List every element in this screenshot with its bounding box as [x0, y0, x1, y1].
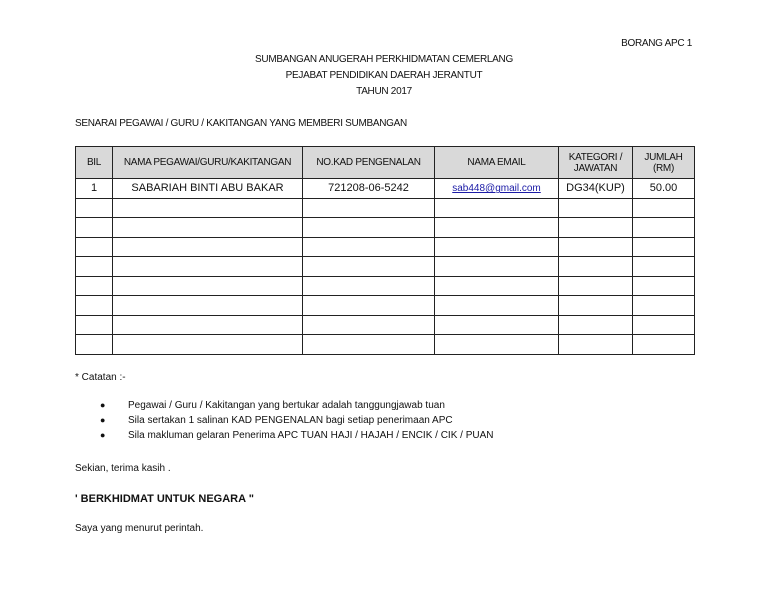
table-cell-bil	[76, 315, 113, 335]
table-cell-email	[435, 198, 559, 218]
list-item	[100, 413, 494, 428]
note-text: Pegawai / Guru / Kakitangan yang bertukar adalah tanggungjawab tuan	[128, 400, 445, 411]
table-cell-category	[559, 335, 633, 355]
table-row	[76, 179, 695, 199]
table-cell-category	[559, 257, 633, 277]
table-cell-amount	[633, 218, 695, 238]
table-cell-category	[559, 237, 633, 257]
table-cell-category	[559, 276, 633, 296]
table-cell-amount	[633, 237, 695, 257]
table-row	[76, 315, 695, 335]
table-cell-email	[435, 315, 559, 335]
list-item	[100, 428, 494, 443]
closing-text: Sekian, terima kasih .	[75, 463, 171, 474]
table-cell-ic	[303, 315, 435, 335]
table-cell-email	[435, 237, 559, 257]
table-cell-ic	[303, 218, 435, 238]
table-cell-amount: 50.00	[633, 179, 695, 199]
column-header-name: NAMA PEGAWAI/GURU/KAKITANGAN	[113, 147, 303, 179]
table-header-row	[76, 147, 695, 179]
table-cell-amount	[633, 257, 695, 277]
email-link[interactable]: sab448@gmail.com	[452, 183, 541, 195]
table-cell-email	[435, 179, 559, 199]
form-code: BORANG APC 1	[621, 38, 692, 49]
table-cell-amount	[633, 296, 695, 316]
table-cell-bil	[76, 276, 113, 296]
column-header-amount: JUMLAH (RM)	[633, 147, 695, 179]
table-cell-amount	[633, 335, 695, 355]
table-cell-name	[113, 276, 303, 296]
column-header-category: KATEGORI / JAWATAN	[559, 147, 633, 179]
bullet-icon: ●	[100, 415, 106, 425]
note-text: Sila makluman gelaran Penerima APC TUAN HAJI / HAJAH / ENCIK / CIK / PUAN	[128, 430, 494, 441]
table-cell-ic	[303, 276, 435, 296]
table-cell-category	[559, 296, 633, 316]
table-cell-amount	[633, 276, 695, 296]
table-cell-ic	[303, 296, 435, 316]
table-cell-ic	[303, 335, 435, 355]
table-cell-bil	[76, 296, 113, 316]
table-cell-ic	[303, 237, 435, 257]
notes-list	[100, 398, 494, 443]
table-cell-name	[113, 237, 303, 257]
table-cell-bil: 1	[76, 179, 113, 199]
column-header-bil: BIL	[76, 147, 113, 179]
table-cell-name	[113, 198, 303, 218]
table-cell-name: SABARIAH BINTI ABU BAKAR	[113, 179, 303, 199]
header-office: PEJABAT PENDIDIKAN DAERAH JERANTUT	[285, 70, 483, 81]
bullet-icon: ●	[100, 430, 106, 440]
table-cell-name	[113, 218, 303, 238]
table-cell-name	[113, 335, 303, 355]
header-title: SUMBANGAN ANUGERAH PERKHIDMATAN CEMERLANG	[255, 54, 513, 65]
notes-label: * Catatan :-	[75, 372, 126, 383]
table-cell-email	[435, 296, 559, 316]
list-item	[100, 398, 494, 413]
table-row	[76, 218, 695, 238]
table-cell-amount	[633, 198, 695, 218]
table-row	[76, 335, 695, 355]
table-cell-email	[435, 335, 559, 355]
column-header-email: NAMA EMAIL	[435, 147, 559, 179]
table-cell-ic: 721208-06-5242	[303, 179, 435, 199]
table-row	[76, 257, 695, 277]
table-cell-category	[559, 218, 633, 238]
table-cell-name	[113, 257, 303, 277]
header-year: TAHUN 2017	[356, 86, 412, 97]
table-cell-category: DG34(KUP)	[559, 179, 633, 199]
table-cell-bil	[76, 198, 113, 218]
table-cell-bil	[76, 218, 113, 238]
list-title: SENARAI PEGAWAI / GURU / KAKITANGAN YANG MEMBERI SUMBANGAN	[75, 118, 407, 129]
table-cell-name	[113, 315, 303, 335]
table-cell-name	[113, 296, 303, 316]
column-header-ic: NO.KAD PENGENALAN	[303, 147, 435, 179]
table-cell-amount	[633, 315, 695, 335]
slogan: ' BERKHIDMAT UNTUK NEGARA "	[75, 493, 254, 505]
table-cell-ic	[303, 257, 435, 277]
contributors-table	[75, 146, 695, 355]
note-text: Sila sertakan 1 salinan KAD PENGENALAN bagi setiap penerimaan APC	[128, 415, 453, 426]
table-row	[76, 276, 695, 296]
table-cell-email	[435, 276, 559, 296]
bullet-icon: ●	[100, 400, 106, 410]
table-cell-ic	[303, 198, 435, 218]
table-cell-bil	[76, 237, 113, 257]
table-row	[76, 198, 695, 218]
table-row	[76, 296, 695, 316]
table-cell-bil	[76, 335, 113, 355]
sign-off: Saya yang menurut perintah.	[75, 523, 204, 534]
table-row	[76, 237, 695, 257]
table-cell-email	[435, 218, 559, 238]
table-cell-category	[559, 198, 633, 218]
table-cell-bil	[76, 257, 113, 277]
table-cell-category	[559, 315, 633, 335]
table-cell-email	[435, 257, 559, 277]
